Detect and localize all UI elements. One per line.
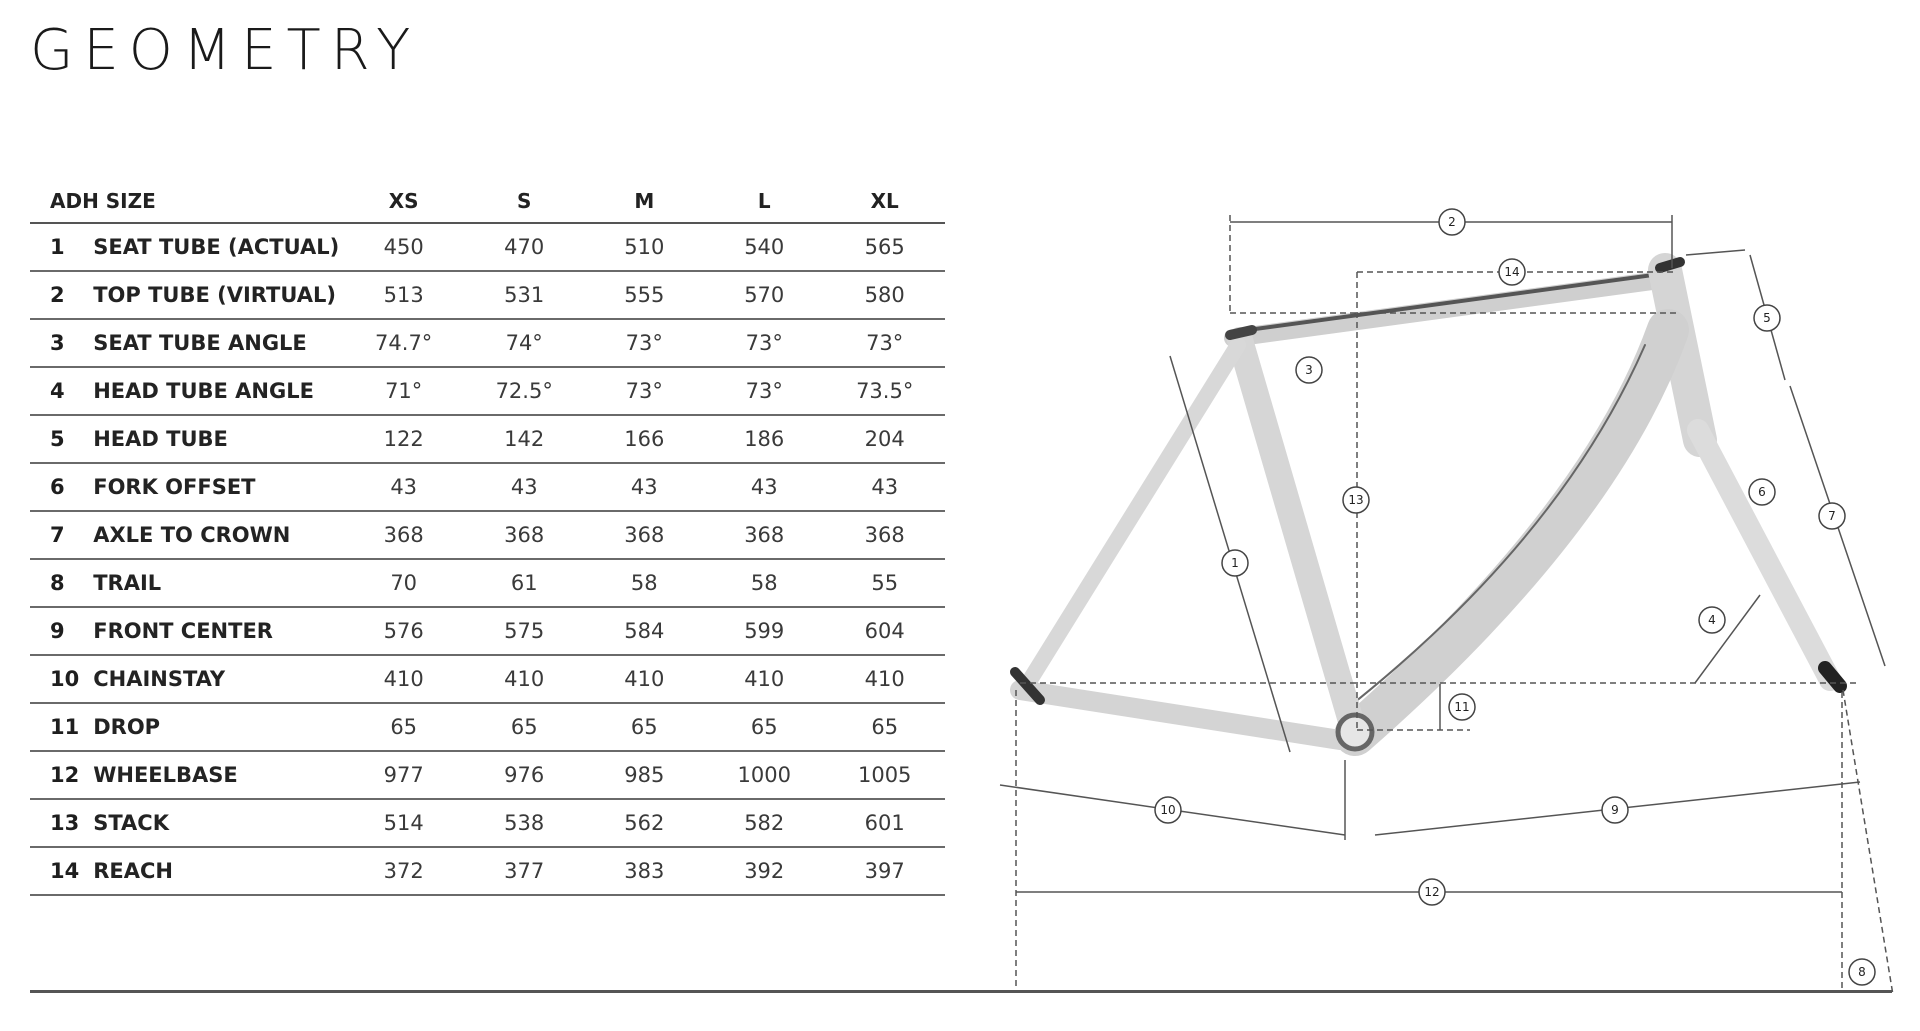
svg-text:2: 2 bbox=[1448, 215, 1456, 229]
svg-text:10: 10 bbox=[1160, 803, 1176, 817]
marker-7 bbox=[1819, 503, 1845, 529]
table-row bbox=[30, 511, 945, 559]
top-tube bbox=[1233, 280, 1660, 338]
measurement-value: 397 bbox=[824, 847, 945, 895]
row-number: 2 bbox=[30, 271, 93, 319]
table-row bbox=[30, 799, 945, 847]
measurement-value: 377 bbox=[464, 847, 585, 895]
table-row bbox=[30, 751, 945, 799]
table-row bbox=[30, 607, 945, 655]
measurement-value: 71° bbox=[343, 367, 464, 415]
size-column-header: XS bbox=[343, 180, 464, 223]
measurement-value: 470 bbox=[464, 223, 585, 271]
measurement-value: 540 bbox=[704, 223, 824, 271]
measurement-value: 43 bbox=[824, 463, 945, 511]
measurement-value: 72.5° bbox=[464, 367, 585, 415]
measurement-value: 510 bbox=[584, 223, 704, 271]
seat-tube bbox=[1240, 340, 1355, 735]
down-tube bbox=[1355, 330, 1668, 735]
marker-1 bbox=[1222, 550, 1248, 576]
measurement-name: STACK bbox=[93, 799, 343, 847]
measurement-value: 74° bbox=[464, 319, 585, 367]
measurement-value: 73.5° bbox=[824, 367, 945, 415]
chain-stay bbox=[1020, 690, 1340, 740]
row-number: 5 bbox=[30, 415, 93, 463]
measurement-value: 65 bbox=[704, 703, 824, 751]
measurement-value: 73° bbox=[584, 367, 704, 415]
table-row bbox=[30, 271, 945, 319]
row-number: 10 bbox=[30, 655, 93, 703]
row-number: 7 bbox=[30, 511, 93, 559]
row-number: 8 bbox=[30, 559, 93, 607]
measurement-value: 74.7° bbox=[343, 319, 464, 367]
measurement-value: 985 bbox=[584, 751, 704, 799]
measurement-value: 43 bbox=[704, 463, 824, 511]
table-row bbox=[30, 223, 945, 271]
measurement-value: 43 bbox=[343, 463, 464, 511]
svg-text:13: 13 bbox=[1348, 493, 1364, 507]
measurement-value: 368 bbox=[343, 511, 464, 559]
measurement-value: 65 bbox=[824, 703, 945, 751]
svg-text:11: 11 bbox=[1454, 700, 1470, 714]
table-row bbox=[30, 415, 945, 463]
table-row bbox=[30, 655, 945, 703]
marker-13 bbox=[1343, 487, 1369, 513]
measurement-value: 450 bbox=[343, 223, 464, 271]
top-tube-edge bbox=[1233, 274, 1660, 332]
measurement-name: AXLE TO CROWN bbox=[93, 511, 343, 559]
table-row bbox=[30, 463, 945, 511]
table-row bbox=[30, 367, 945, 415]
row-number: 6 bbox=[30, 463, 93, 511]
bottom-bracket bbox=[1338, 715, 1372, 749]
measurement-name: SEAT TUBE ANGLE bbox=[93, 319, 343, 367]
measurement-name: CHAINSTAY bbox=[93, 655, 343, 703]
measurement-value: 61 bbox=[464, 559, 585, 607]
measurement-value: 58 bbox=[704, 559, 824, 607]
measurement-value: 976 bbox=[464, 751, 585, 799]
measurement-name: TOP TUBE (VIRTUAL) bbox=[93, 271, 343, 319]
ground-line bbox=[30, 990, 1892, 993]
measurement-value: 555 bbox=[584, 271, 704, 319]
measurement-value: 538 bbox=[464, 799, 585, 847]
measurement-name: SEAT TUBE (ACTUAL) bbox=[93, 223, 343, 271]
measurement-value: 977 bbox=[343, 751, 464, 799]
svg-text:12: 12 bbox=[1424, 885, 1440, 899]
measurement-value: 570 bbox=[704, 271, 824, 319]
measurement-value: 55 bbox=[824, 559, 945, 607]
measurement-value: 186 bbox=[704, 415, 824, 463]
measurement-value: 122 bbox=[343, 415, 464, 463]
fork bbox=[1698, 430, 1830, 680]
svg-text:14: 14 bbox=[1504, 265, 1520, 279]
table-row bbox=[30, 703, 945, 751]
marker-14 bbox=[1499, 259, 1525, 285]
measurement-value: 368 bbox=[584, 511, 704, 559]
row-number: 12 bbox=[30, 751, 93, 799]
bike-frame bbox=[1015, 262, 1840, 749]
measurement-name: HEAD TUBE ANGLE bbox=[93, 367, 343, 415]
svg-text:4: 4 bbox=[1708, 613, 1716, 627]
marker-11 bbox=[1449, 694, 1475, 720]
table-body bbox=[30, 223, 945, 895]
row-number: 11 bbox=[30, 703, 93, 751]
measurement-value: 73° bbox=[704, 319, 824, 367]
measurement-name: TRAIL bbox=[93, 559, 343, 607]
measurement-value: 514 bbox=[343, 799, 464, 847]
measurement-value: 410 bbox=[704, 655, 824, 703]
measurement-value: 1005 bbox=[824, 751, 945, 799]
measurement-value: 575 bbox=[464, 607, 585, 655]
measurement-value: 368 bbox=[824, 511, 945, 559]
measurement-value: 43 bbox=[464, 463, 585, 511]
measurement-value: 73° bbox=[824, 319, 945, 367]
table-row bbox=[30, 847, 945, 895]
measurement-value: 599 bbox=[704, 607, 824, 655]
measurement-value: 65 bbox=[343, 703, 464, 751]
seat-stay bbox=[1030, 345, 1238, 680]
measurement-value: 368 bbox=[704, 511, 824, 559]
table-row bbox=[30, 559, 945, 607]
measurement-value: 1000 bbox=[704, 751, 824, 799]
measurement-value: 65 bbox=[464, 703, 585, 751]
row-number: 4 bbox=[30, 367, 93, 415]
measurement-name: HEAD TUBE bbox=[93, 415, 343, 463]
measurement-value: 582 bbox=[704, 799, 824, 847]
measurement-value: 65 bbox=[584, 703, 704, 751]
row-number: 3 bbox=[30, 319, 93, 367]
measurement-value: 513 bbox=[343, 271, 464, 319]
measurement-value: 580 bbox=[824, 271, 945, 319]
measurement-name: FORK OFFSET bbox=[93, 463, 343, 511]
marker-3 bbox=[1296, 357, 1322, 383]
measurement-name: WHEELBASE bbox=[93, 751, 343, 799]
measurement-value: 70 bbox=[343, 559, 464, 607]
size-header: ADH SIZE bbox=[30, 180, 343, 223]
measurement-value: 383 bbox=[584, 847, 704, 895]
measurement-value: 562 bbox=[584, 799, 704, 847]
measurement-value: 410 bbox=[584, 655, 704, 703]
table-header-row bbox=[30, 180, 945, 223]
down-tube-edge bbox=[1345, 345, 1645, 710]
size-column-header: S bbox=[464, 180, 585, 223]
measurement-value: 166 bbox=[584, 415, 704, 463]
svg-text:5: 5 bbox=[1763, 311, 1771, 325]
size-column-header: M bbox=[584, 180, 704, 223]
row-number: 13 bbox=[30, 799, 93, 847]
svg-text:8: 8 bbox=[1858, 965, 1866, 979]
marker-8 bbox=[1849, 959, 1875, 985]
svg-text:6: 6 bbox=[1758, 485, 1766, 499]
measurement-value: 410 bbox=[343, 655, 464, 703]
measurement-name: REACH bbox=[93, 847, 343, 895]
measurement-value: 142 bbox=[464, 415, 585, 463]
svg-text:7: 7 bbox=[1828, 509, 1836, 523]
size-column-header: XL bbox=[824, 180, 945, 223]
geometry-table bbox=[30, 180, 945, 896]
svg-text:1: 1 bbox=[1231, 556, 1239, 570]
measurement-value: 43 bbox=[584, 463, 704, 511]
measurement-value: 410 bbox=[824, 655, 945, 703]
svg-text:9: 9 bbox=[1611, 803, 1619, 817]
marker-4 bbox=[1699, 607, 1725, 633]
measurement-value: 584 bbox=[584, 607, 704, 655]
measurement-value: 204 bbox=[824, 415, 945, 463]
head-cap bbox=[1660, 262, 1680, 268]
frame-geometry-diagram bbox=[980, 215, 1900, 1000]
table-row bbox=[30, 319, 945, 367]
marker-12 bbox=[1419, 879, 1445, 905]
page-title: GEOMETRY bbox=[30, 18, 421, 83]
marker-9 bbox=[1602, 797, 1628, 823]
marker-5 bbox=[1754, 305, 1780, 331]
marker-2 bbox=[1439, 209, 1465, 235]
measurement-value: 601 bbox=[824, 799, 945, 847]
seat-clamp bbox=[1230, 330, 1252, 335]
measurement-name: DROP bbox=[93, 703, 343, 751]
measurement-name: FRONT CENTER bbox=[93, 607, 343, 655]
measurement-value: 372 bbox=[343, 847, 464, 895]
row-number: 14 bbox=[30, 847, 93, 895]
row-number: 9 bbox=[30, 607, 93, 655]
svg-text:3: 3 bbox=[1305, 363, 1313, 377]
row-number: 1 bbox=[30, 223, 93, 271]
measurement-value: 73° bbox=[584, 319, 704, 367]
marker-6 bbox=[1749, 479, 1775, 505]
size-column-header: L bbox=[704, 180, 824, 223]
measurement-value: 604 bbox=[824, 607, 945, 655]
measurement-value: 531 bbox=[464, 271, 585, 319]
measurement-value: 576 bbox=[343, 607, 464, 655]
measurement-lines bbox=[1000, 215, 1893, 995]
measurement-value: 368 bbox=[464, 511, 585, 559]
measurement-value: 565 bbox=[824, 223, 945, 271]
measurement-value: 58 bbox=[584, 559, 704, 607]
measurement-value: 73° bbox=[704, 367, 824, 415]
marker-10 bbox=[1155, 797, 1181, 823]
measurement-value: 392 bbox=[704, 847, 824, 895]
measurement-value: 410 bbox=[464, 655, 585, 703]
